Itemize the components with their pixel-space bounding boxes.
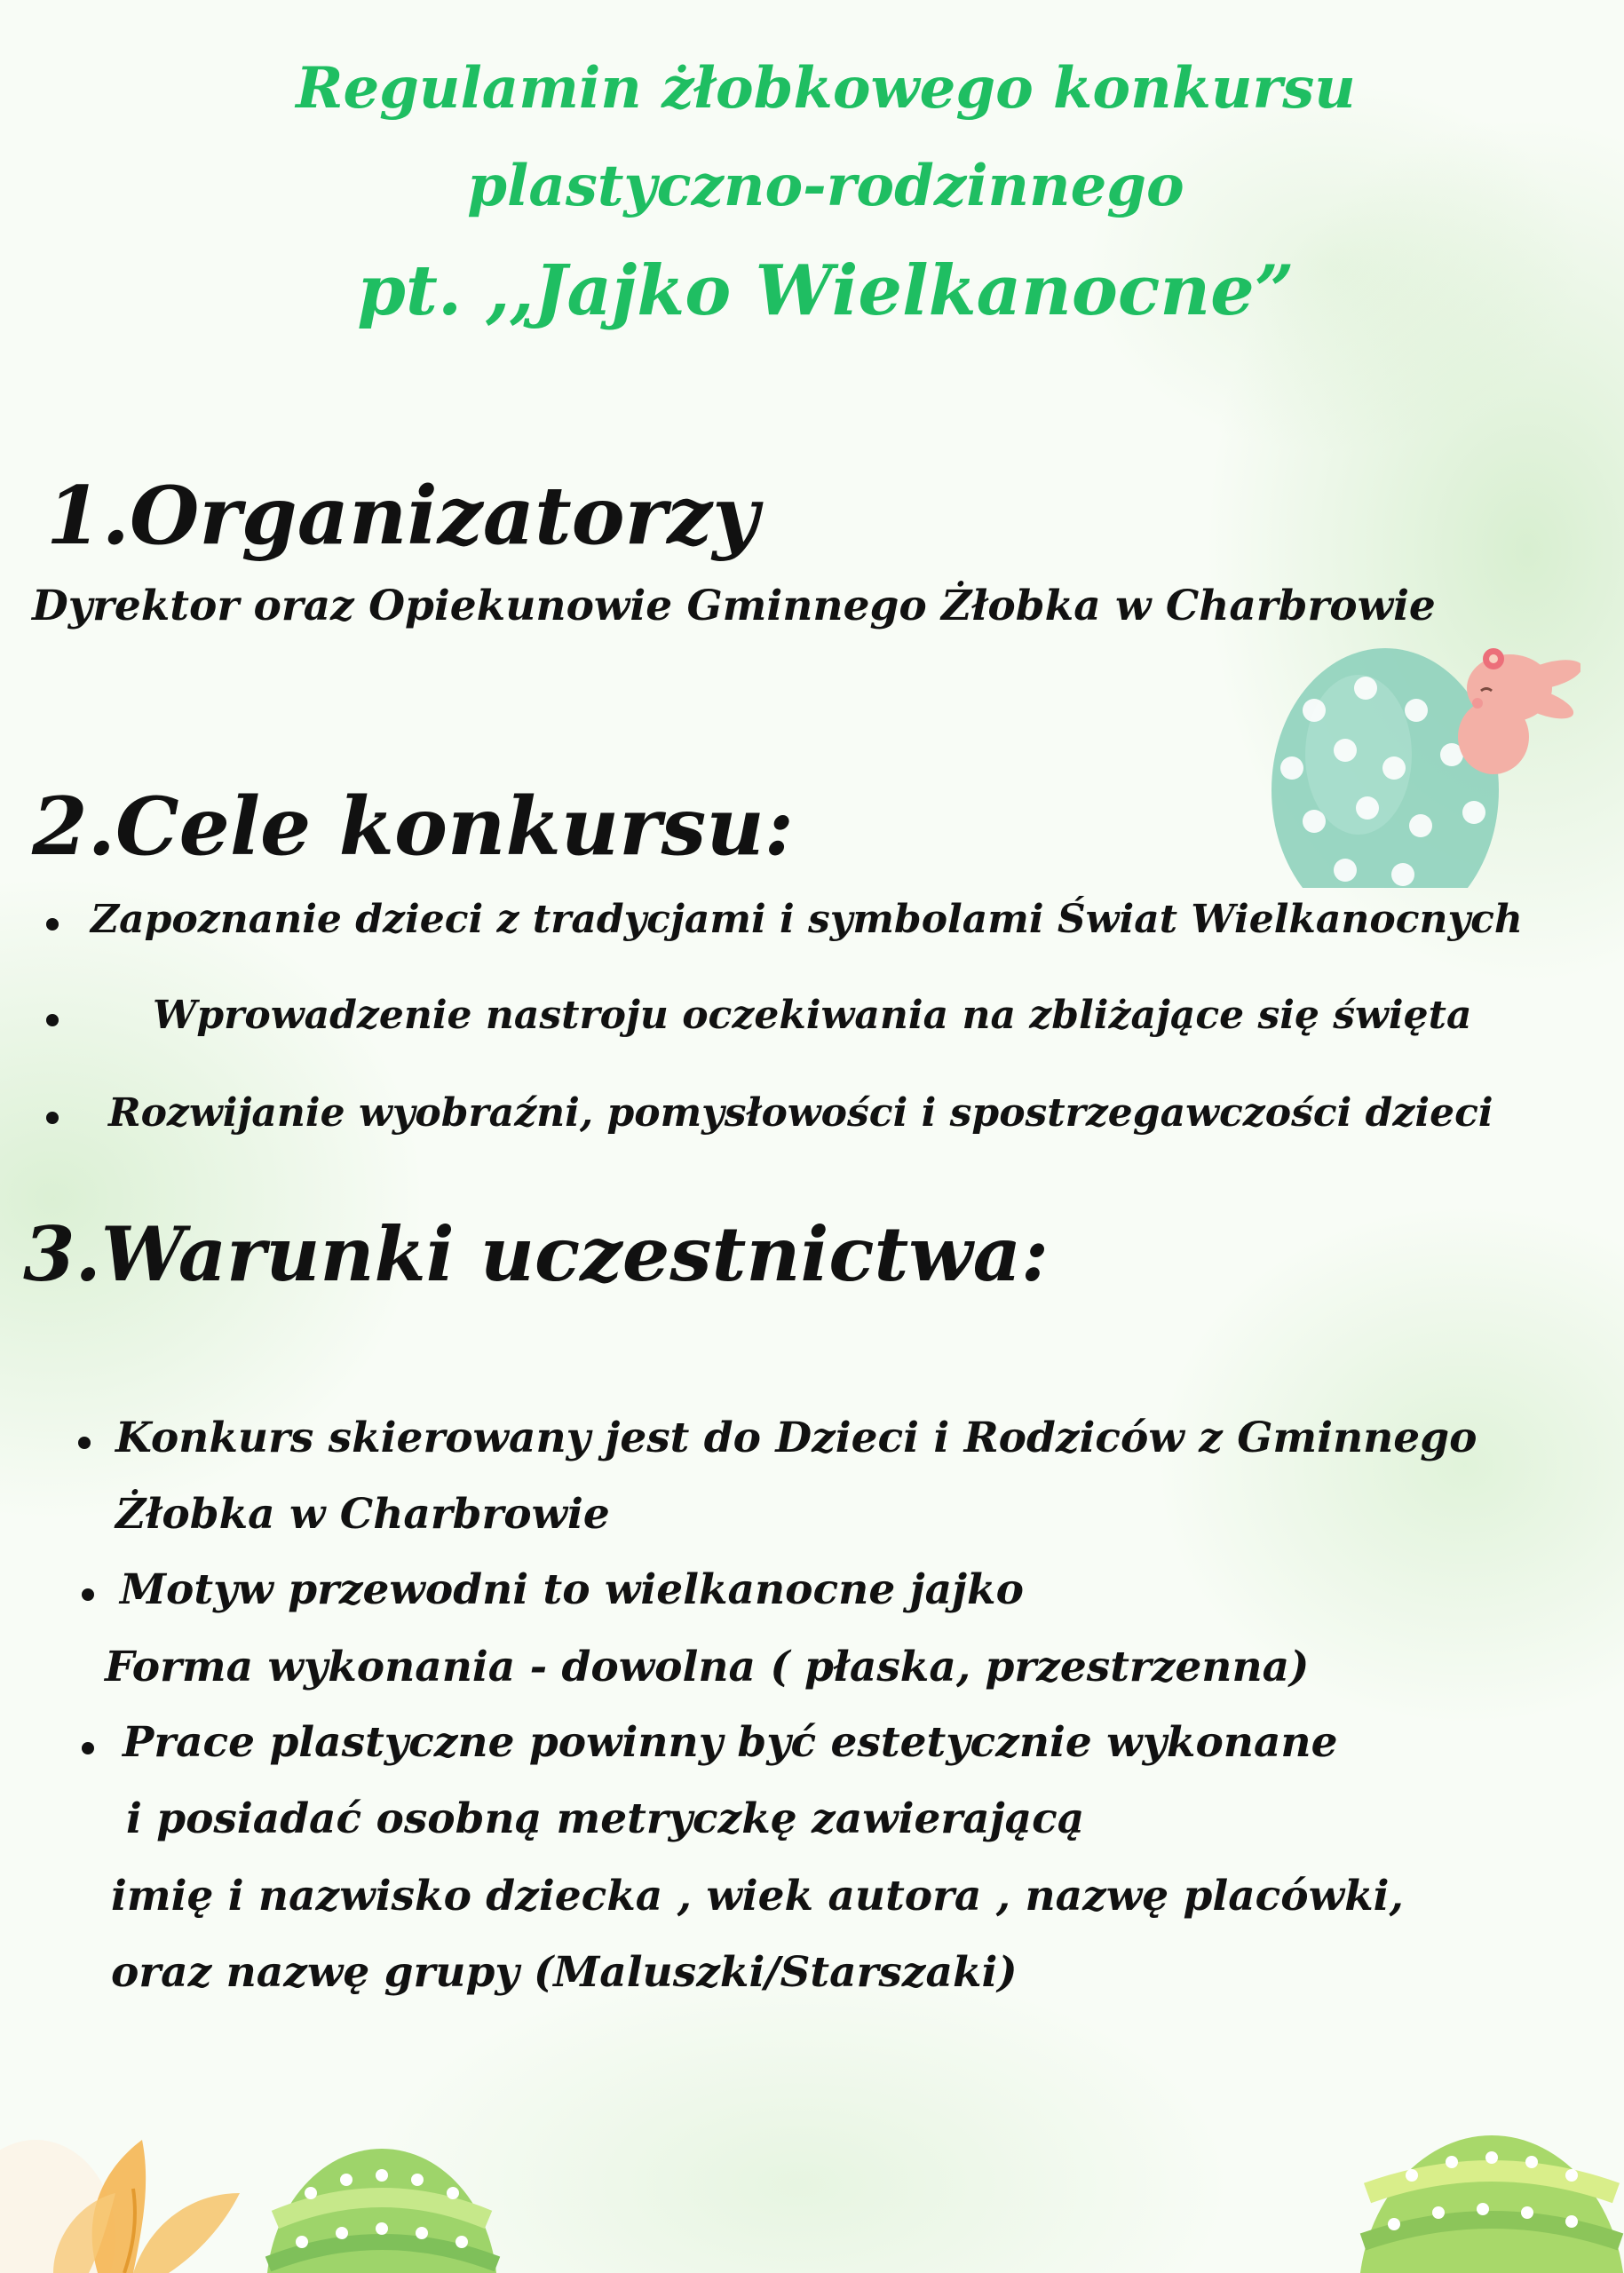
condition-line-3: Motyw przewodni to wielkanocne jajko xyxy=(120,1565,1024,1614)
easter-egg-bottom-right xyxy=(1341,2131,1624,2273)
condition-line-1: Konkurs skierowany jest do Dzieci i Rodziców z Gminnego xyxy=(115,1414,1477,1462)
goals-heading: 2.Cele konkursu: xyxy=(32,780,794,874)
goal-item-1: Zapoznanie dzieci z tradycjami i symbolami Świat Wielkanocnych xyxy=(91,897,1523,942)
bunny-on-egg-illustration xyxy=(1261,604,1580,888)
conditions-heading: 3.Warunki uczestnictwa: xyxy=(23,1210,1050,1298)
bullet xyxy=(82,1588,94,1601)
title-line-3: pt. ,,Jajko Wielkanocne” xyxy=(357,250,1295,331)
goal-item-3: Rozwijanie wyobraźni, pomysłowości i spostrzegawczości dzieci xyxy=(108,1090,1493,1136)
organizers-text: Dyrektor oraz Opiekunowie Gminnego Żłobka w Charbrowie xyxy=(32,582,1436,630)
goal-item-2: Wprowadzenie nastroju oczekiwania na zbliżające się święta xyxy=(153,993,1472,1038)
title-line-2: plastyczno-rodzinnego xyxy=(467,153,1184,219)
flower-illustration xyxy=(0,2104,284,2273)
bullet xyxy=(46,1112,59,1124)
bullet xyxy=(46,1014,59,1026)
condition-line-2: Żłobka w Charbrowie xyxy=(115,1490,610,1539)
bullet xyxy=(78,1437,91,1449)
easter-egg-bottom-left xyxy=(249,2140,515,2273)
organizers-heading: 1.Organizatorzy xyxy=(46,469,759,563)
title-line-1: Regulamin żłobkowego konkursu xyxy=(296,55,1356,122)
condition-line-5: Prace plastyczne powinny być estetycznie wykonane xyxy=(123,1718,1338,1767)
bullet xyxy=(82,1742,94,1754)
bullet xyxy=(46,918,59,931)
condition-line-8: oraz nazwę grupy (Maluszki/Starszaki) xyxy=(111,1948,1018,1997)
condition-line-4: Forma wykonania - dowolna ( płaska, przestrzenna) xyxy=(105,1643,1310,1691)
condition-line-6: i posiadać osobną metryczkę zawierającą xyxy=(126,1794,1085,1843)
condition-line-7: imię i nazwisko dziecka , wiek autora , nazwę placówki, xyxy=(111,1872,1404,1921)
